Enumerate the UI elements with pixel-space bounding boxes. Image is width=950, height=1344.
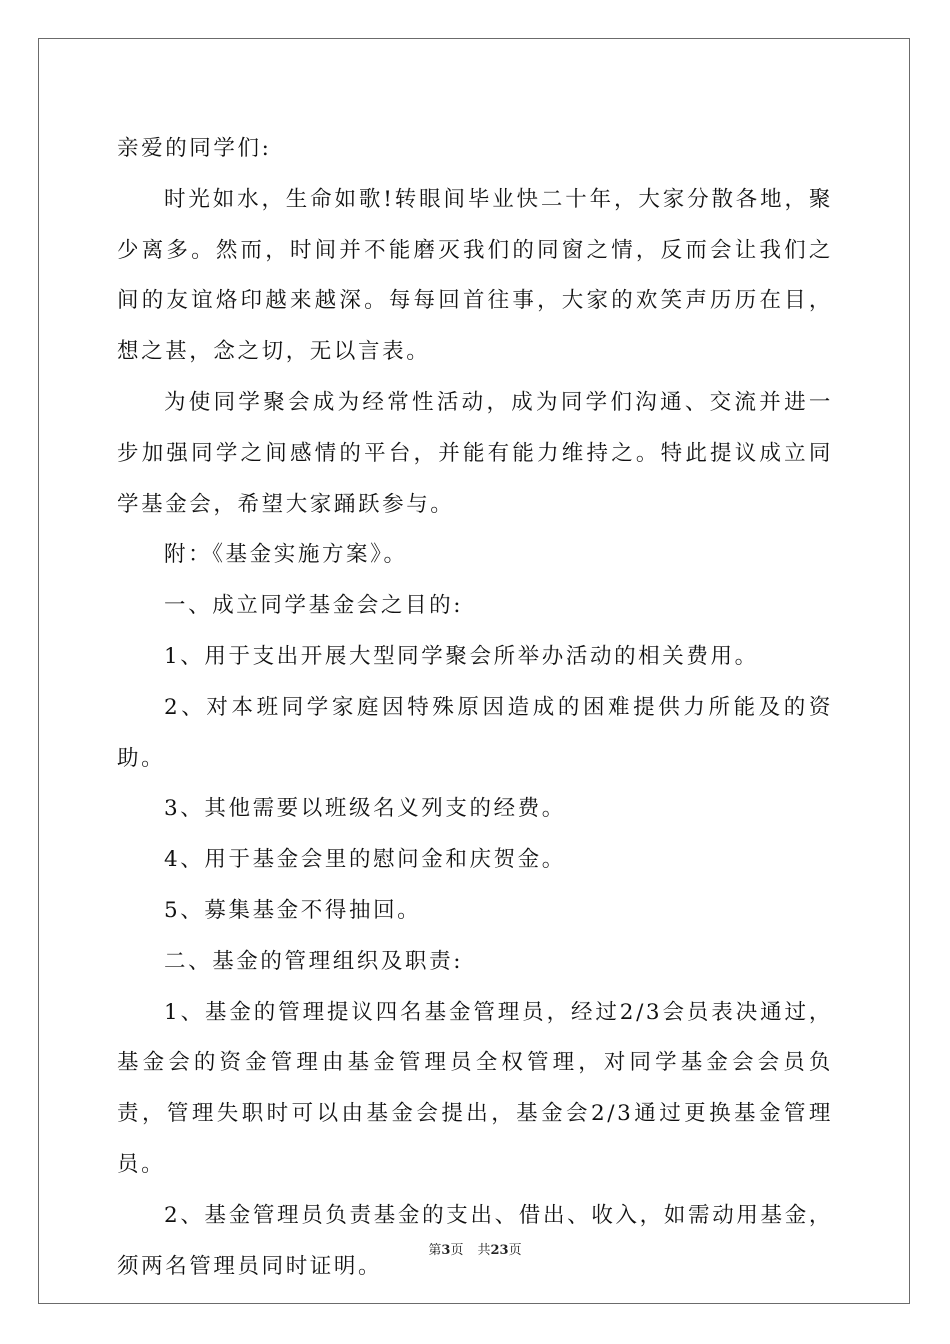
paragraph-attachment: 附：《基金实施方案》。: [164, 542, 408, 568]
list-item-purpose-1: 1、用于支出开展大型同学聚会所举办活动的相关费用。: [164, 643, 759, 669]
list-item-purpose-4: 4、用于基金会里的慰问金和庆贺金。: [164, 847, 566, 873]
list-item-management-1: 1、基金的管理提议四名基金管理员，经过2/3会员表决通过，基金会的资金管理由基金管理员全权管理，对同学基金会会员负责，管理失职时可以由基金会提出，基金会2/3通过更换基金管理员。: [117, 999, 833, 1177]
footer-total-prefix: 共: [477, 1243, 491, 1258]
list-item-purpose-3: 3、其他需要以班级名义列支的经费。: [164, 796, 566, 822]
document-body: [117, 124, 833, 1292]
section-heading-management: 二、基金的管理组织及职责:: [164, 948, 464, 974]
section-heading-purpose: 一、成立同学基金会之目的:: [164, 593, 464, 619]
paragraph-proposal: 为使同学聚会成为经常性活动，成为同学们沟通、交流并进一步加强同学之间感情的平台，并能有能力维持之。特此提议成立同学基金会，希望大家踊跃参与。: [117, 389, 833, 517]
footer-total-pages: 23: [490, 1243, 509, 1258]
list-item-management-2: 2、基金管理员负责基金的支出、借出、收入，如需动用基金，须两名管理员同时证明。: [117, 1202, 833, 1279]
salutation: 亲爱的同学们:: [117, 136, 272, 161]
footer-page-suffix: 页: [450, 1243, 464, 1258]
list-item-purpose-2: 2、对本班同学家庭因特殊原因造成的困难提供力所能及的资助。: [117, 694, 833, 771]
page-footer: [0, 1242, 950, 1260]
list-item-purpose-5: 5、募集基金不得抽回。: [164, 897, 422, 923]
footer-total-suffix: 页: [508, 1243, 522, 1258]
paragraph-intro: 时光如水，生命如歌!转眼间毕业快二十年，大家分散各地，聚少离多。然而，时间并不能磨灭我们的同窗之情，反而会让我们之间的友谊烙印越来越深。每每回首往事，大家的欢笑声历历在目，想之甚，念之切，无以言表。: [117, 186, 833, 365]
footer-page-number: 3: [441, 1243, 451, 1258]
footer-page-prefix: 第: [428, 1243, 442, 1258]
